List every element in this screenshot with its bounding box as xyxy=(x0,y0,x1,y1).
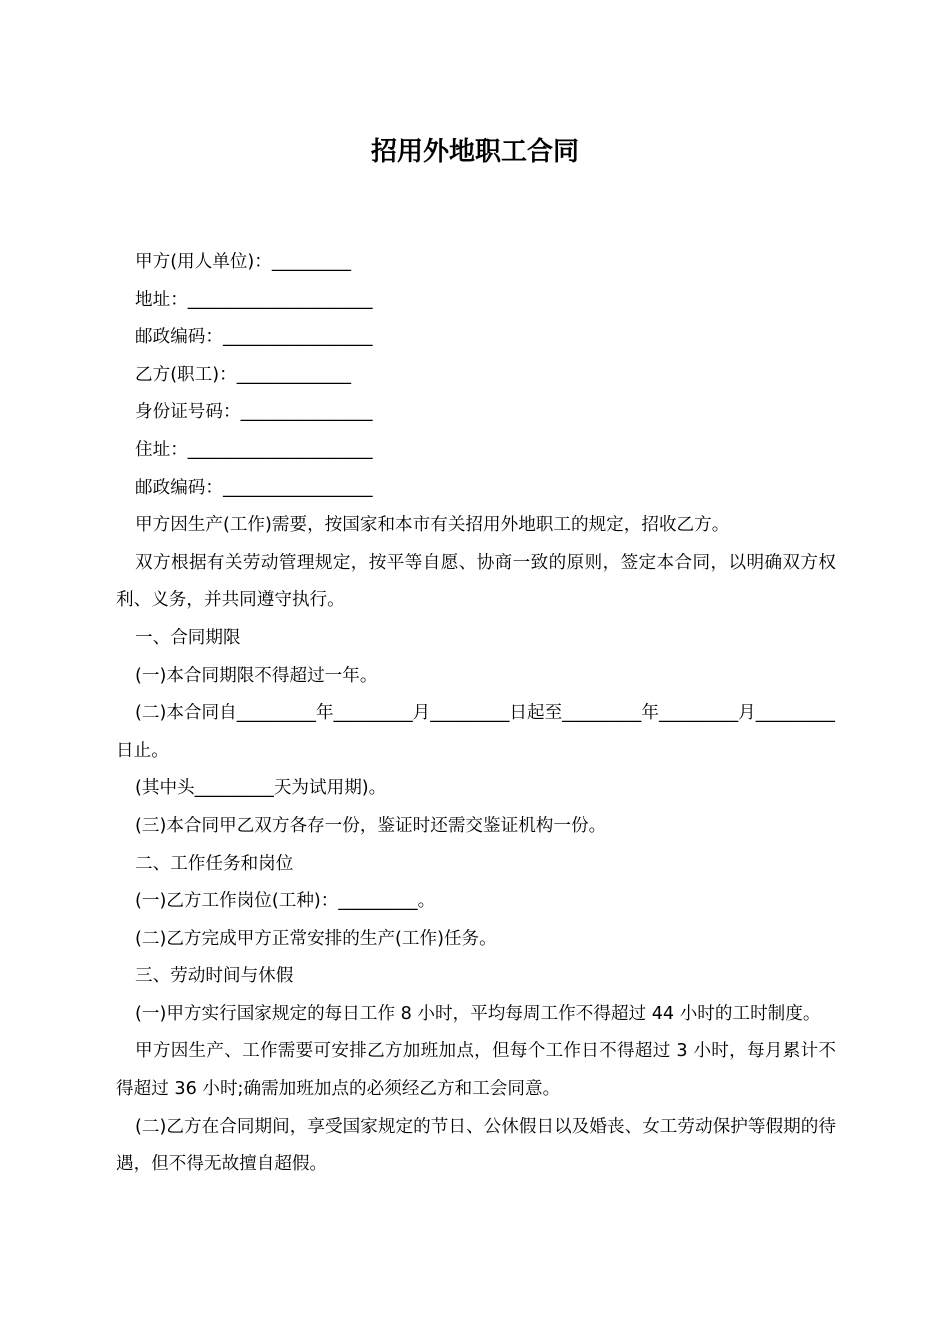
party-b-id-number-field: 身份证号码：_______________ xyxy=(135,402,373,423)
party-b-postcode-field: 邮政编码：_________________ xyxy=(135,477,373,498)
clause-2-2: (二)乙方完成甲方正常安排的生产(工作)任务。 xyxy=(135,928,497,949)
clause-3-1: (一)甲方实行国家规定的每日工作 8 小时，平均每周工作不得超过 44 小时的工时制度。 xyxy=(135,1003,821,1024)
clause-1-2: (二)本合同自_________年_________月_________日起至_________年_________月_________日止。 xyxy=(116,703,835,761)
principle-paragraph: 双方根据有关劳动管理规定，按平等自愿、协商一致的原则，签定本合同，以明确双方权利、义务，并共同遵守执行。 xyxy=(116,552,836,611)
document-title: 招用外地职工合同 xyxy=(370,137,579,167)
section-heading-term: 一、合同期限 xyxy=(135,627,241,648)
party-a-field: 甲方(用人单位)：_________ xyxy=(135,252,352,272)
document-body xyxy=(116,244,836,1184)
clause-1-3: (三)本合同甲乙双方各存一份，鉴证时还需交鉴证机构一份。 xyxy=(135,815,607,836)
preamble-paragraph: 甲方因生产(工作)需要，按国家和本市有关招用外地职工的规定，招收乙方。 xyxy=(135,515,730,536)
clause-1-1: (一)本合同期限不得超过一年。 xyxy=(135,665,378,686)
section-heading-hours: 三、劳动时间与休假 xyxy=(135,966,294,987)
overtime-paragraph: 甲方因生产、工作需要可安排乙方加班加点，但每个工作日不得超过 3 小时，每月累计不得超过 36 小时;确需加班加点的必须经乙方和工会同意。 xyxy=(116,1041,836,1100)
clause-3-2: (二)乙方在合同期间，享受国家规定的节日、公休假日以及婚丧、女工劳动保护等假期的待遇，但不得无故擅自超假。 xyxy=(116,1116,836,1175)
party-a-address-field: 地址：_____________________ xyxy=(135,289,373,310)
party-b-residence-field: 住址：_____________________ xyxy=(135,439,373,460)
section-heading-duties: 二、工作任务和岗位 xyxy=(135,853,294,874)
clause-2-1: (一)乙方工作岗位(工种)：_________。 xyxy=(135,891,436,912)
probation-note: (其中头_________天为试用期)。 xyxy=(135,778,387,799)
party-b-field: 乙方(职工)：_____________ xyxy=(135,364,352,385)
party-a-postcode-field: 邮政编码：_________________ xyxy=(135,327,373,348)
